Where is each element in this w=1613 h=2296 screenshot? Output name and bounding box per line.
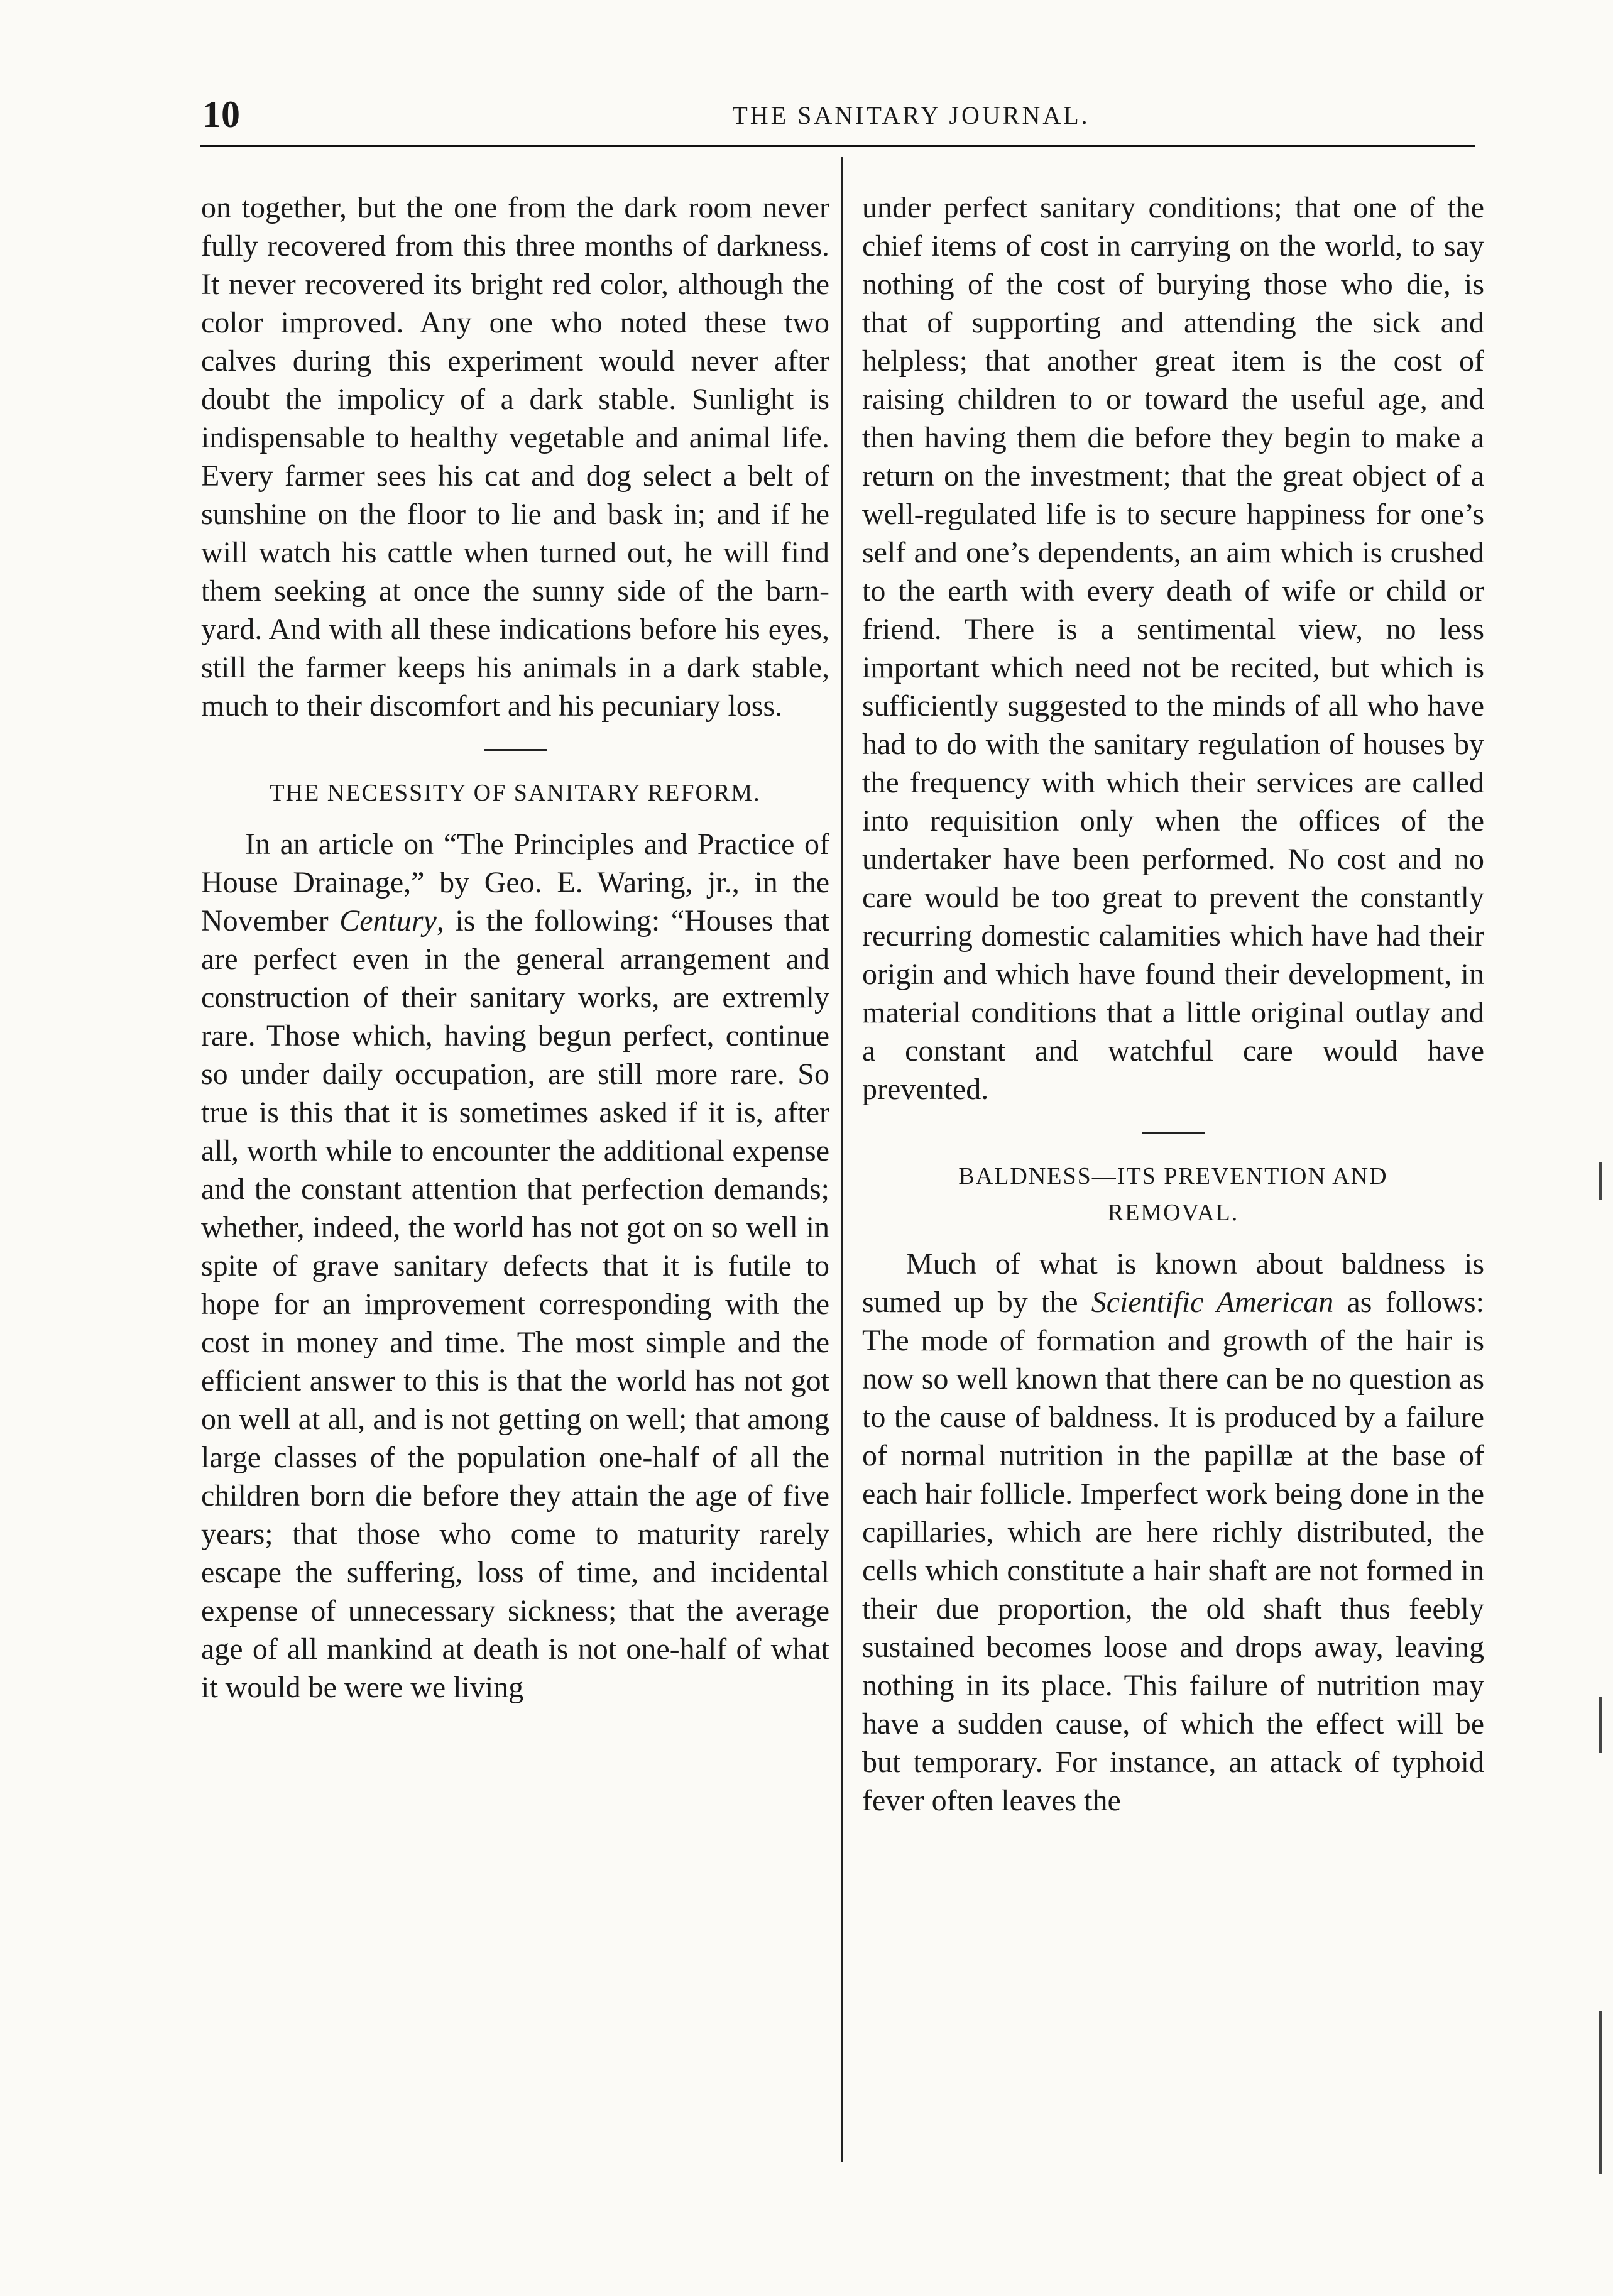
header-rule <box>200 145 1475 147</box>
scan-edge-mark <box>1599 1697 1602 1753</box>
column-divider <box>841 157 843 2162</box>
italic-title: Century <box>339 904 437 938</box>
heading-line: REMOVAL. <box>1107 1200 1239 1226</box>
baldness-paragraph <box>862 1245 1484 1820</box>
right-column <box>862 189 1484 1820</box>
section-divider <box>1142 1132 1205 1134</box>
page-number: 10 <box>202 94 240 135</box>
italic-title: Scientific American <box>1091 1286 1334 1319</box>
section-divider <box>484 749 547 751</box>
left-column <box>201 189 829 1707</box>
text-run: In an article on “The Principles and Practice of House Drainage,” by Geo. E. Waring, jr., in the November <box>201 828 829 938</box>
text-run: , is the following: “Houses that are perfect even in the general arrangement and construction of their sanitary works, are extremly rare. Those which, having begun perfect, continue so under daily occupation, are still more rare. So true is this that it is sometimes asked if it is, after all, worth while to encounter the additional expense and the constant attention that perfection demands; whether, indeed, the world has not got on so well in spite of grave sanitary defects that it is futile to hope for an improvement corresponding with the cost in money and time. The most simple and the efficient answer to this is that the world has not got on well at all, and is not getting on well; that among large classes of the population one-half of all the children born die before they attain the age of five years; that those who come to maturity rarely escape the suffering, loss of time, and incidental expense of unnecessary sickness; that the average age of all mankind at death is not one-half of what it would be were we living <box>201 904 830 1704</box>
section-heading-sanitary-reform: THE NECESSITY OF SANITARY REFORM. <box>270 780 761 806</box>
sanitary-reform-paragraph <box>201 825 829 1707</box>
section-heading-baldness <box>862 1158 1484 1231</box>
text-run: as follows: The mode of formation and growth of the hair is now so well known that there can be no question as to the cause of baldness. It is produced by a failure of normal nutrition in the papillæ at the base of each hair follicle. Imperfect work being done in the capillaries, which are here richly distributed, the cells which constitute a hair shaft are not formed in their due proportion, the old shaft thus feebly sustained becomes loose and drops away, leaving nothing in its place. This failure of nutrition may have a sudden cause, of which the effect will be but temporary. For instance, an attack of typhoid fever often leaves the <box>862 1286 1484 1817</box>
scan-edge-mark <box>1599 1162 1602 1200</box>
continued-paragraph: under perfect sanitary conditions; that one of the chief items of cost in carrying on the world, to say nothing of the cost of burying those who die, is that of supporting and attending the sick and helpless; that another great item is the cost of raising children to or toward the useful age, and then having them die before they begin to make a return on the investment; that the great object of a well-regulated life is to secure happiness for one’s self and one’s dependents, an aim which is crushed to the earth with every death of wife or child or friend. There is a sentimental view, no less important which need not be recited, but which is sufficiently suggested to the minds of all who have had to do with the sanitary regulation of houses by the frequency with which their services are called into requisition only when the offices of the undertaker have been performed. No cost and no care would be too great to prevent the constantly recurring domestic calamities which have had their origin and which have found their development, in material conditions that a little original outlay and a constant and watchful care would have prevented. <box>862 191 1484 1106</box>
continued-paragraph: on together, but the one from the dark room never fully recovered from this three months of darkness. It never recovered its bright red color, although the color improved. Any one who noted these two calves during this experiment would never after doubt the impolicy of a dark stable. Sunlight is indispensable to healthy vegetable and animal life. Every farmer sees his cat and dog select a belt of sunshine on the floor to lie and bask in; and if he will watch his cattle when turned out, he will find them seeking at once the sunny side of the barn-yard. And with all these indications before his eyes, still the farmer keeps his animals in a dark stable, much to their discomfort and his pecuniary loss. <box>201 191 829 723</box>
scan-edge-mark <box>1599 2011 1602 2174</box>
text-run: Much of what is known about baldness is sumed up by the <box>862 1247 1484 1319</box>
running-title: THE SANITARY JOURNAL. <box>732 101 1090 129</box>
heading-line: BALDNESS—ITS PREVENTION AND <box>958 1163 1388 1189</box>
